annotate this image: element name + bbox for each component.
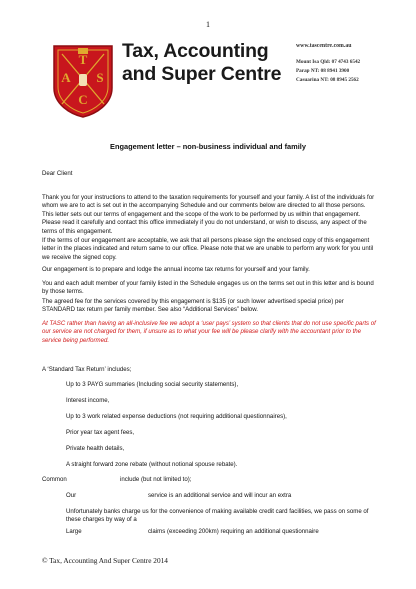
large-text: claims (exceeding 200km) requiring an additional questionnaire [148, 528, 319, 535]
paragraph-intro: Thank you for your instructions to attend to the taxation requirements for yourself and your family. A list of the individuals for whom we are to act is set out in the accompanying Schedule and our comments below are directed to all those persons. This letter sets out our terms of engagement and the scope of the work to be performed by us within that engagement. Please read it carefully and contact this office immediately if you do not understand, or wish to discuss, any aspect of the terms of this engagement. [42, 194, 375, 235]
list-item: Private health details, [66, 445, 125, 452]
large-label: Large [66, 528, 82, 535]
phone-mount-isa: Mount Isa Qld: 07 4743 6542 [296, 59, 361, 65]
website[interactable]: www.tascentre.com.au [296, 43, 352, 49]
paragraph-fee: The agreed fee for the services covered by this engagement is $135 (or such lower advertised special price) per STANDARD tax return per family member. See also “Additional Services” below. [42, 298, 344, 314]
phone-casuarina: Casuarina NT: 08 8945 2562 [296, 77, 359, 83]
list-item: Up to 3 PAYG summaries (Including social security statements), [66, 381, 239, 388]
brand-line-1: Tax, Accounting [122, 40, 269, 62]
paragraph-engagement: Our engagement is to prepare and lodge the annual income tax returns for yourself and your family. [42, 266, 310, 273]
logo-letter-a: A [61, 70, 71, 85]
tasc-logo [52, 44, 114, 118]
list-item: A straight forward zone rebate (without notional spouse rebate). [66, 461, 238, 468]
brand-line-2: and Super Centre [122, 63, 282, 85]
paragraph-signing: If the terms of our engagement are acceptable, we ask that all persons please sign the enclosed copy of this engagement letter in the places indicated and return same to our office. Please note that we are unable to perform any work for you until we receive the signed copy. [42, 237, 374, 261]
list-item: Up to 3 work related expense deductions (not requiring additional questionnaires), [66, 413, 287, 420]
footer-copyright: © Tax, Accounting And Super Centre 2014 [42, 556, 168, 565]
our-label: Our [66, 492, 77, 499]
logo-letter-c: C [78, 92, 88, 107]
logo-letter-t: T [78, 52, 88, 67]
paragraph-user-pays: At TASC rather than having an all-inclusive fee we adopt a ‘user pays’ system so that clients that do not use specific parts of our service are not charged for them, if unsure as to what your fee will be please clarify with the accountant prior to the service being performed. [42, 320, 376, 344]
brand-name [122, 40, 292, 86]
document-title: Engagement letter – non-business individual and family [110, 142, 306, 151]
contact-block [296, 42, 406, 85]
phone-parap: Parap NT: 08 8941 3900 [296, 68, 350, 74]
paragraph-family: You and each adult member of your family listed in the Schedule engages us on the terms set out in this letter and is bound by those terms. [42, 280, 374, 296]
salutation: Dear Client [42, 170, 73, 177]
our-text: service is an additional service and will incur an extra [148, 492, 292, 499]
common-label: Common [42, 476, 67, 483]
page-number: 1 [206, 20, 210, 29]
standard-return-intro: A ‘Standard Tax Return’ includes; [42, 366, 132, 373]
list-item: Interest income, [66, 397, 110, 404]
common-text: include (but not limited to); [120, 476, 192, 483]
list-item: Prior year tax agent fees, [66, 429, 135, 436]
logo-letter-s: S [96, 70, 104, 85]
banks-text: Unfortunately banks charge us for the convenience of making available credit card facilities, we pass on some of these charges by way of a [66, 508, 369, 524]
